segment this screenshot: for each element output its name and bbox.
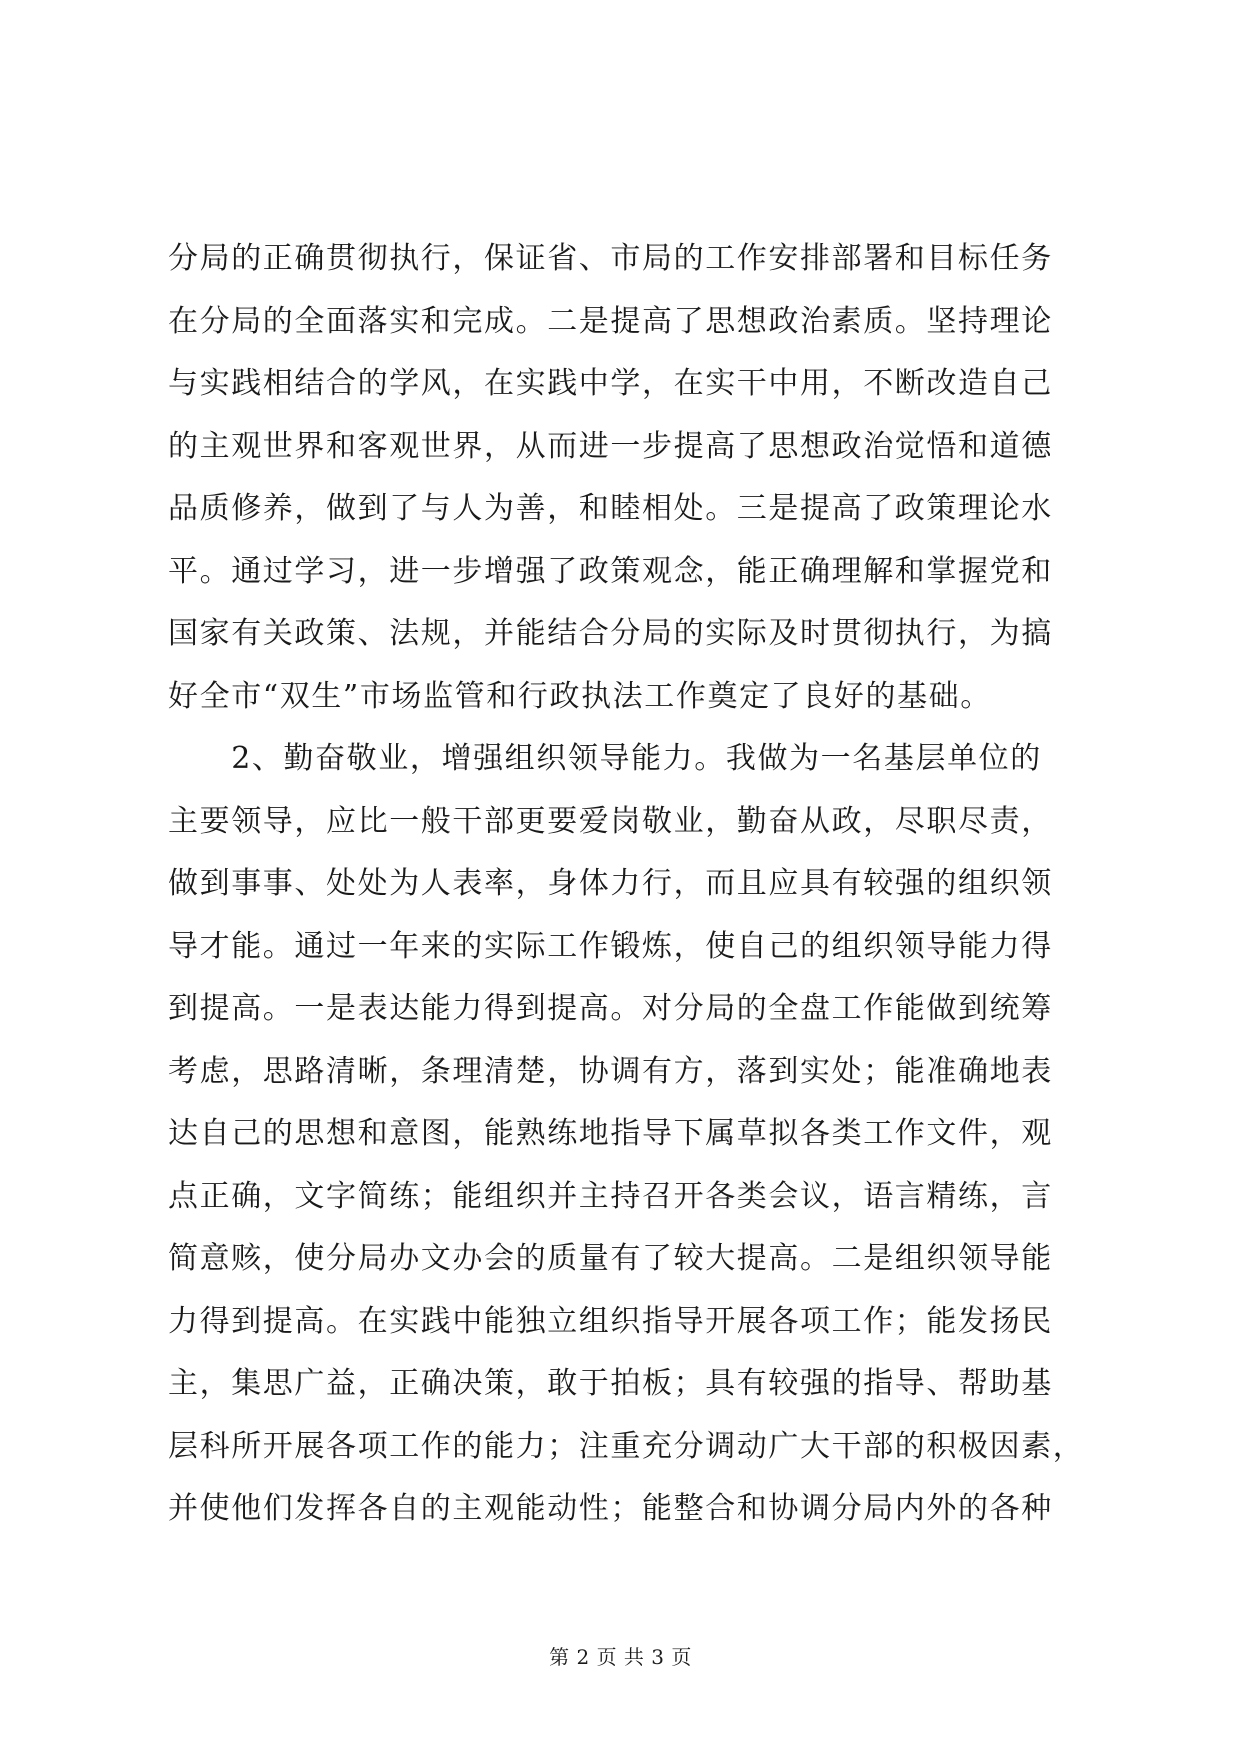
text-line: 点正确，文字简练；能组织并主持召开各类会议，语言精练，言 <box>168 1178 1053 1214</box>
text-line: 做到事事、处处为人表率，身体力行，而且应具有较强的组织领 <box>168 866 1053 901</box>
text-line: 主要领导，应比一般干部更要爱岗敬业，勤奋从政，尽职尽责， <box>168 803 1053 839</box>
text-line: 层科所开展各项工作的能力；注重充分调动广大干部的积极因素， <box>168 1428 1085 1464</box>
text-line: 平。通过学习，进一步增强了政策观念，能正确理解和掌握党和 <box>168 553 1053 589</box>
text-line: 并使他们发挥各自的主观能动性；能整合和协调分局内外的各种 <box>168 1491 1053 1526</box>
text-line: 到提高。一是表达能力得到提高。对分局的全盘工作能做到统筹 <box>168 991 1053 1026</box>
text-line: 考虑，思路清晰，条理清楚，协调有方，落到实处；能准确地表 <box>168 1053 1053 1089</box>
text-line: 达自己的思想和意图，能熟练地指导下属草拟各类工作文件，观 <box>168 1116 1053 1151</box>
text-line: 品质修养，做到了与人为善，和睦相处。三是提高了政策理论水 <box>168 491 1053 526</box>
text-line: 力得到提高。在实践中能独立组织指导开展各项工作；能发扬民 <box>168 1303 1053 1339</box>
text-line: 的主观世界和客观世界，从而进一步提高了思想政治觉悟和道德 <box>168 428 1053 464</box>
text-line: 简意赅，使分局办文办会的质量有了较大提高。二是组织领导能 <box>168 1241 1053 1276</box>
text-line: 2、勤奋敬业，增强组织领导能力。我做为一名基层单位的 <box>168 741 1042 776</box>
text-line: 好全市“双生”市场监管和行政执法工作奠定了良好的基础。 <box>168 678 992 714</box>
text-line: 与实践相结合的学风，在实践中学，在实干中用，不断改造自己 <box>168 366 1053 401</box>
text-line: 在分局的全面落实和完成。二是提高了思想政治素质。坚持理论 <box>168 303 1053 339</box>
page-footer: 第 2 页 共 3 页 <box>549 1645 692 1669</box>
body-text <box>168 228 1085 1541</box>
text-line: 分局的正确贯彻执行，保证省、市局的工作安排部署和目标任务 <box>168 241 1053 276</box>
text-line: 导才能。通过一年来的实际工作锻炼，使自己的组织领导能力得 <box>168 928 1053 964</box>
text-line: 主，集思广益，正确决策，敢于拍板；具有较强的指导、帮助基 <box>168 1366 1053 1401</box>
text-line: 国家有关政策、法规，并能结合分局的实际及时贯彻执行，为搞 <box>168 616 1053 651</box>
